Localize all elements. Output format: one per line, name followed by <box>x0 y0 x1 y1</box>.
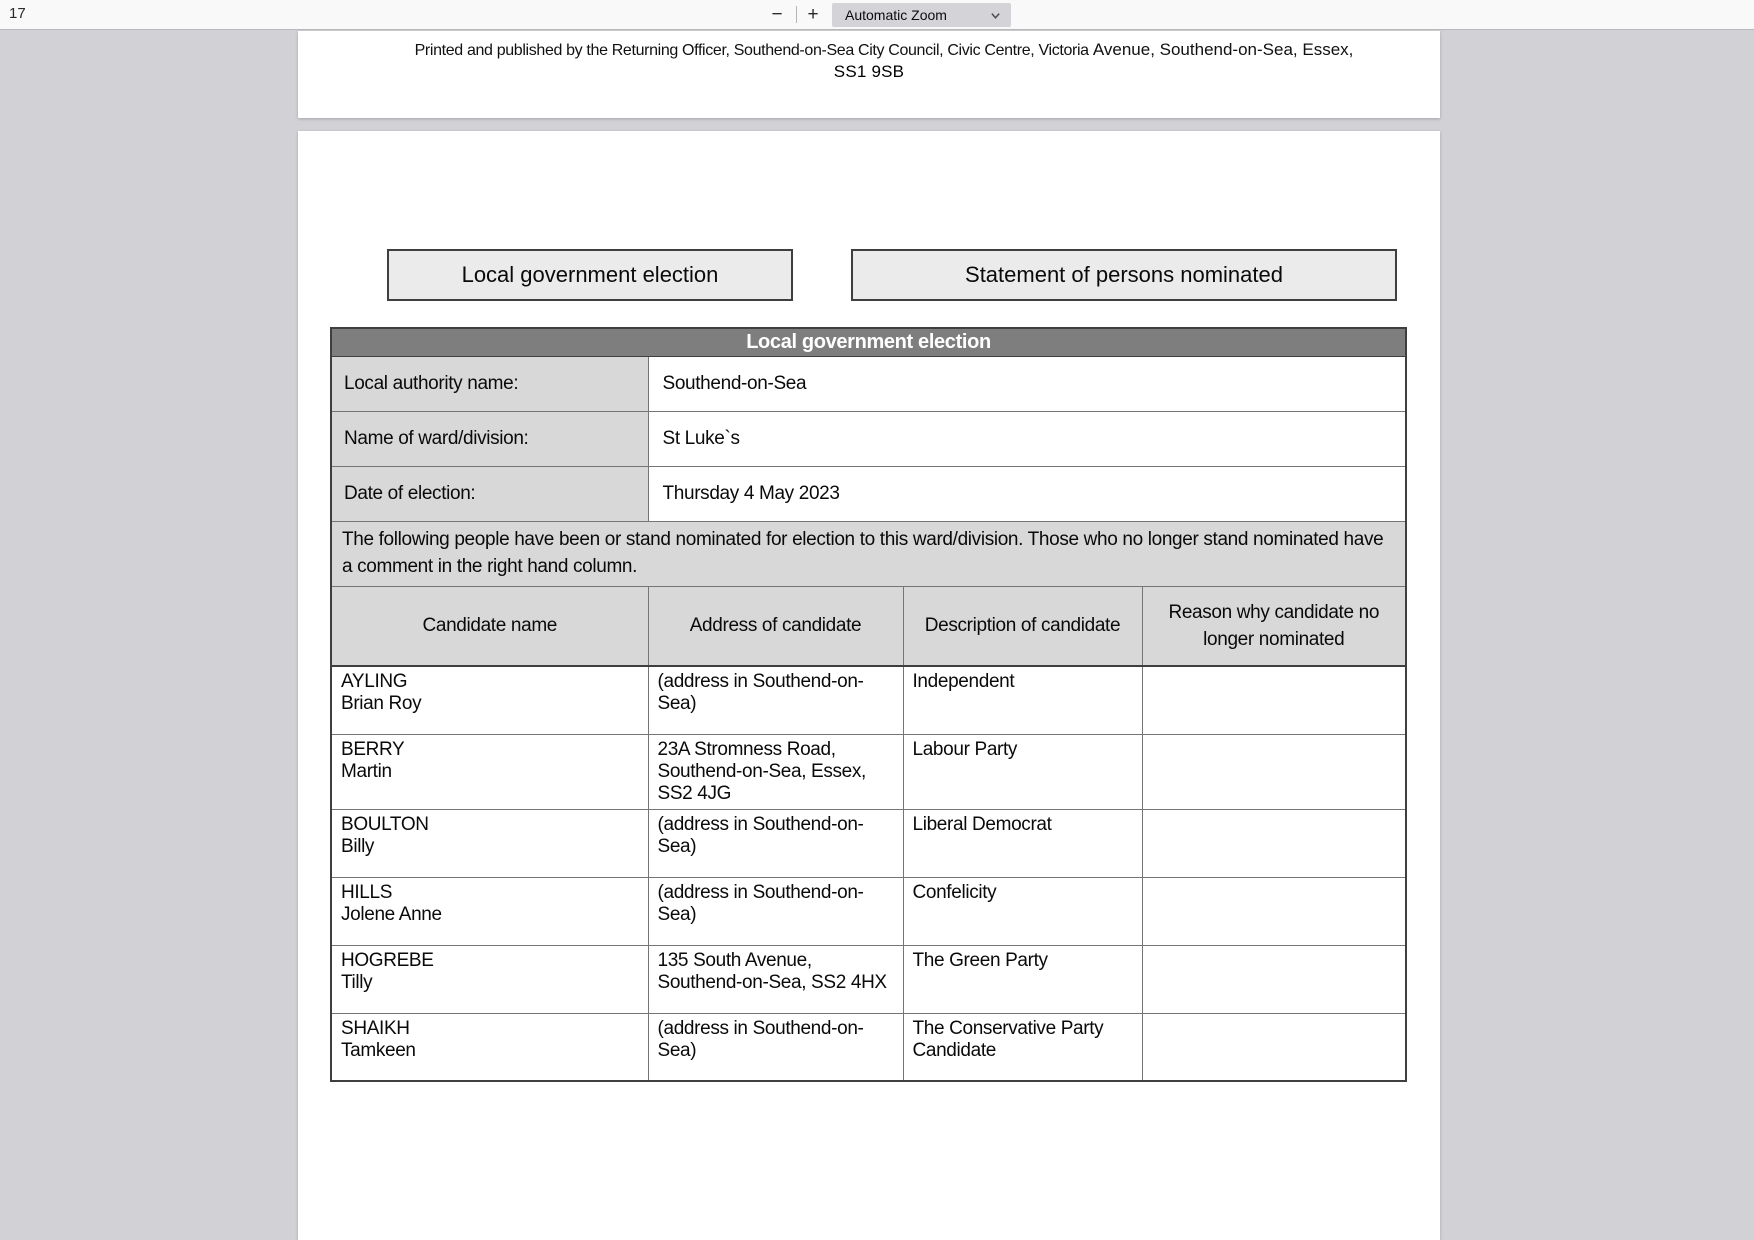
zoom-select-value: Automatic Zoom <box>845 7 947 23</box>
column-header-row <box>331 586 1406 666</box>
authority-value: Southend-on-Sea <box>648 356 1406 411</box>
candidate-name-cell <box>331 734 648 809</box>
candidate-surname: SHAIKH <box>341 1017 410 1039</box>
candidate-reason-cell <box>1142 877 1406 945</box>
candidate-description-cell: The Green Party <box>903 945 1142 1013</box>
candidate-given-names: Tilly <box>341 971 373 993</box>
candidate-row <box>331 945 1406 1013</box>
election-type-label: Local government election <box>461 262 719 287</box>
candidate-row <box>331 734 1406 809</box>
imprint-line2: SS1 9SB <box>833 62 905 81</box>
nomination-table <box>330 327 1407 1082</box>
pdf-canvas-area[interactable] <box>0 31 1754 1240</box>
candidate-surname: BOULTON <box>341 813 429 835</box>
candidate-address-cell: (address in Southend-on-Sea) <box>648 809 903 877</box>
candidate-given-names: Martin <box>341 760 392 782</box>
date-value: Thursday 4 May 2023 <box>648 466 1406 521</box>
table-title: Local government election <box>331 328 1406 356</box>
note-row <box>331 521 1406 586</box>
candidate-address-cell: 135 South Avenue, Southend-on-Sea, SS2 4HX <box>648 945 903 1013</box>
candidate-surname: AYLING <box>341 671 408 692</box>
candidate-description-cell: The Conservative Party Candidate <box>903 1013 1142 1081</box>
candidate-surname: BERRY <box>341 738 405 760</box>
candidate-reason-cell <box>1142 945 1406 1013</box>
candidate-address-cell: (address in Southend-on-Sea) <box>648 666 903 734</box>
column-header-description: Description of candidate <box>903 586 1142 666</box>
statement-title-label: Statement of persons nominated <box>965 262 1283 287</box>
candidate-given-names: Tamkeen <box>341 1039 416 1061</box>
candidate-given-names: Brian Roy <box>341 693 422 714</box>
candidate-reason-cell <box>1142 1013 1406 1081</box>
statement-title-box <box>851 249 1397 301</box>
imprint-regular-segment: Avenue, Southend-on-Sea, Essex, <box>1092 40 1354 59</box>
candidate-name-cell <box>331 877 648 945</box>
candidate-surname: HOGREBE <box>341 949 434 971</box>
candidate-name-cell <box>331 945 648 1013</box>
candidate-name-cell <box>331 1013 648 1081</box>
chevron-down-icon <box>990 10 1001 21</box>
pdf-page-previous <box>298 31 1440 118</box>
pdf-page-current <box>298 131 1440 1240</box>
candidate-name-cell <box>331 809 648 877</box>
ward-label: Name of ward/division: <box>331 411 648 466</box>
candidate-row <box>331 809 1406 877</box>
imprint-narrow-segment: Printed and published by the Returning Officer, Southend-on-Sea City Council, Civic Centre, Victoria <box>414 42 1093 59</box>
candidate-description-cell: Confelicity <box>903 877 1142 945</box>
candidate-reason-cell <box>1142 734 1406 809</box>
column-header-name: Candidate name <box>331 586 648 666</box>
candidate-given-names: Billy <box>341 835 375 857</box>
candidate-surname: HILLS <box>341 881 393 903</box>
ward-value: St Luke`s <box>648 411 1406 466</box>
nomination-note: The following people have been or stand nominated for election to this ward/division. Those who no longer stand nominated have a comment in the right hand column. <box>331 521 1406 586</box>
candidate-reason-cell <box>1142 809 1406 877</box>
toolbar-divider <box>796 6 797 23</box>
date-label: Date of election: <box>331 466 648 521</box>
candidate-description-cell: Independent <box>903 666 1142 734</box>
election-type-box <box>387 249 793 301</box>
candidate-address-cell: 23A Stromness Road, Southend-on-Sea, Essex, SS2 4JG <box>648 734 903 809</box>
pdf-viewer-toolbar <box>0 0 1754 30</box>
candidate-description-cell: Liberal Democrat <box>903 809 1142 877</box>
candidate-description-cell: Labour Party <box>903 734 1142 809</box>
authority-label: Local authority name: <box>331 356 648 411</box>
info-row-date <box>331 466 1406 521</box>
zoom-in-button[interactable] <box>799 0 827 29</box>
column-header-reason: Reason why candidate no longer nominated <box>1142 586 1406 666</box>
candidate-row <box>331 877 1406 945</box>
candidate-address-cell: (address in Southend-on-Sea) <box>648 877 903 945</box>
candidate-name-cell <box>331 666 648 734</box>
table-title-row <box>331 328 1406 356</box>
info-row-authority <box>331 356 1406 411</box>
minus-icon: − <box>771 4 783 25</box>
info-row-ward <box>331 411 1406 466</box>
plus-icon: + <box>807 4 819 25</box>
zoom-level-select[interactable] <box>832 3 1011 27</box>
candidate-given-names: Jolene Anne <box>341 903 442 925</box>
zoom-out-button[interactable] <box>763 0 791 29</box>
imprint-line1 <box>298 31 1440 60</box>
candidate-row <box>331 666 1406 734</box>
page-number-indicator: 17 <box>9 5 26 22</box>
column-header-address: Address of candidate <box>648 586 903 666</box>
candidate-address-cell: (address in Southend-on-Sea) <box>648 1013 903 1081</box>
candidate-reason-cell <box>1142 666 1406 734</box>
candidate-row <box>331 1013 1406 1081</box>
